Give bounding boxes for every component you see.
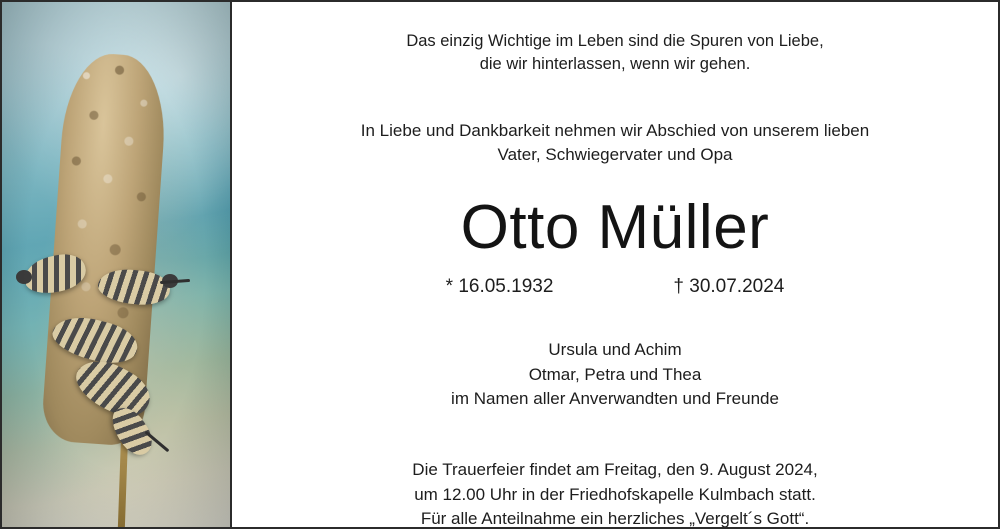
intro-block: [272, 119, 958, 167]
mourners-line-2: Otmar, Petra und Thea: [528, 364, 702, 384]
birth-date: * 16.05.1932: [445, 276, 554, 298]
mourners-line-3: im Namen aller Anverwandten und Freunde: [451, 389, 779, 409]
deceased-name: Otto Müller: [460, 193, 770, 263]
service-line-1: Die Trauerfeier findet am Freitag, den 9. August 2024,: [412, 460, 818, 480]
motto-block: [272, 30, 958, 77]
service-line-3: Für alle Anteilnahme ein herzliches „Vergelt´s Gott“.: [420, 509, 810, 529]
notice-text-panel: [232, 2, 998, 527]
service-details-block: [272, 458, 958, 529]
bees-on-plantain-flower-photo: [2, 2, 232, 527]
photo-vignette: [2, 2, 230, 527]
motto-line-1: Das einzig Wichtige im Leben sind die Spuren von Liebe,: [406, 32, 824, 50]
life-dates: [272, 276, 958, 298]
service-line-2: um 12.00 Uhr in der Friedhofskapelle Kulmbach statt.: [414, 484, 816, 504]
death-date: † 30.07.2024: [673, 276, 785, 298]
intro-line-1: In Liebe und Dankbarkeit nehmen wir Abschied von unserem lieben: [360, 120, 870, 140]
intro-line-2: Vater, Schwiegervater und Opa: [497, 144, 733, 164]
motto-line-2: die wir hinterlassen, wenn wir gehen.: [479, 55, 751, 74]
notice-layout: [2, 2, 998, 527]
mourners-block: [272, 338, 958, 412]
mourners-line-1: Ursula und Achim: [548, 340, 682, 360]
